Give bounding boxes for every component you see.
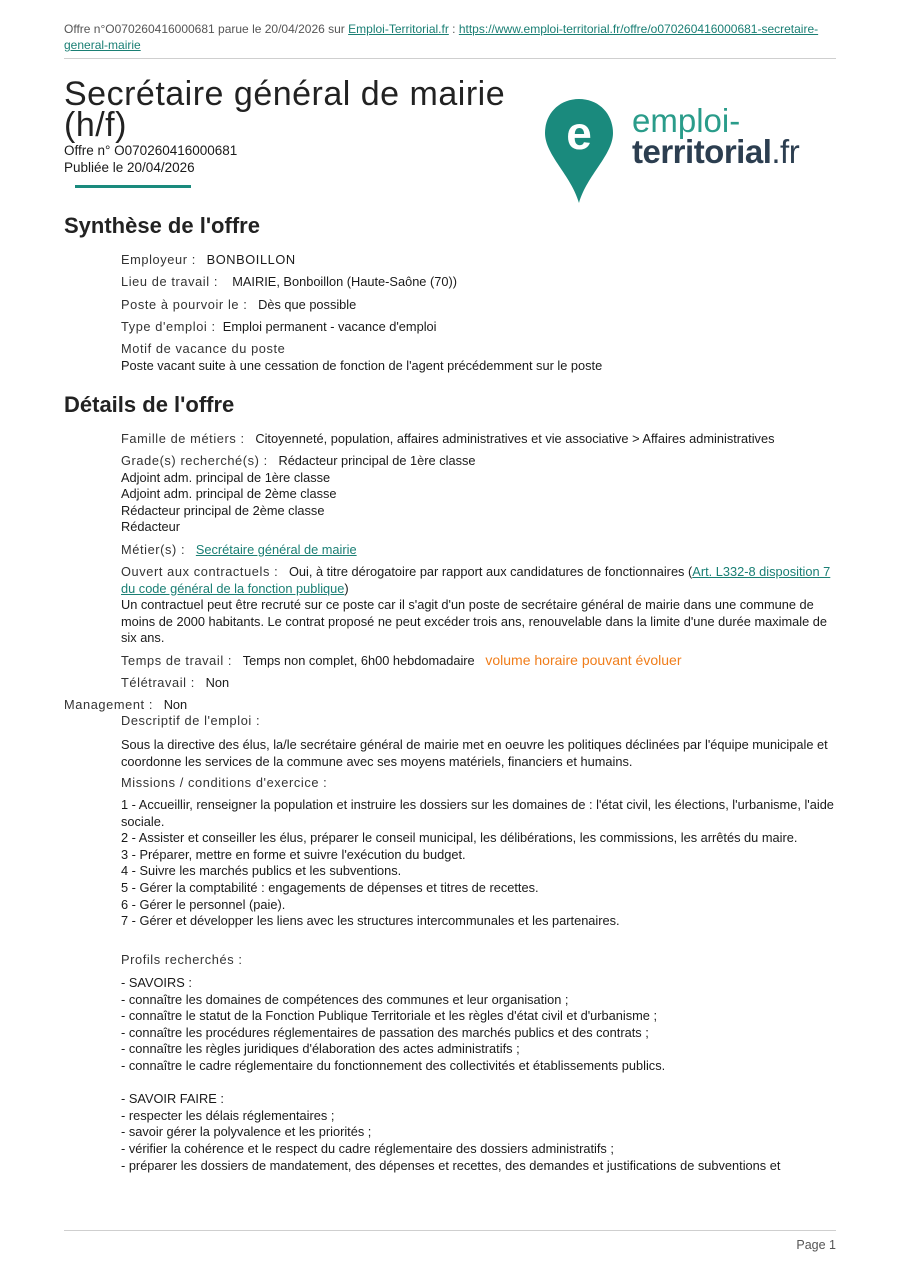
lieu-label: Lieu de travail : — [121, 274, 218, 289]
famille-label: Famille de métiers : — [121, 431, 245, 446]
contractuels-row — [121, 564, 836, 647]
contractuels-label: Ouvert aux contractuels : — [121, 564, 279, 579]
metier-label: Métier(s) : — [121, 542, 186, 557]
poste-value: Dès que possible — [258, 297, 357, 312]
reference-separator: : — [448, 22, 459, 36]
descriptif-label: Descriptif de l'emploi : — [121, 713, 261, 728]
section-heading-synthese: Synthèse de l'offre — [64, 213, 260, 238]
poste-row — [121, 297, 836, 314]
temps-value: Temps non complet, 6h00 hebdomadaire — [242, 653, 475, 668]
lieu-row — [121, 274, 836, 291]
emploi-territorial-logo — [540, 95, 830, 207]
publication-date: Publiée le 20/04/2026 — [64, 160, 195, 175]
logo-suffix: .fr — [771, 133, 800, 170]
famille-row — [121, 431, 836, 448]
motif-row — [121, 341, 836, 374]
legal-article-link[interactable]: Art. L332-8 disposition 7 du code général de la fonction publique — [121, 564, 831, 596]
type-emploi-label: Type d'emploi : — [121, 319, 216, 334]
management-label: Management : — [64, 697, 154, 712]
top-divider — [64, 58, 836, 59]
contractuels-detail: Un contractuel peut être recruté sur ce poste car il s'agit d'un poste de secrétaire général de mairie dans une commune de moins de 2000 habitants. Le contrat proposé ne peut excéder trois ans, renouvelable dans la limite d'une durée maximale de six ans. — [121, 597, 827, 645]
temps-note: volume horaire pouvant évoluer — [485, 652, 682, 668]
contractuels-value: Oui, à titre dérogatoire par rapport aux candidatures de fonctionnaires ( — [288, 564, 693, 579]
contractuels-close: ) — [344, 580, 349, 596]
profils-text: - SAVOIRS : - connaître les domaines de compétences des communes et leur organisation ; - connaître le statut de la Fonction Publique Territoriale et les règles d'état civil et d'urbanisme ; - connaître les procédures réglementaires de passation des marchés publics et des contrats ; - connaître les règles juridiques d'élaboration des actes administratifs ; - connaître le cadre réglementaire du fonctionnement des collectivités et établissements publics. - SAVOIR FAIRE : - respecter les délais réglementaires ; - savoir gérer la polyvalence et les priorités ; - vérifier la cohérence et le respect du cadre réglementaire des dossiers administratifs ; - préparer les dossiers de mandatement, des dépenses et recettes, des demandes et justifications de subventions et — [121, 975, 781, 1173]
section-heading-details: Détails de l'offre — [64, 392, 235, 417]
teletravail-row — [121, 675, 836, 692]
metier-row — [121, 542, 836, 559]
motif-value: Poste vacant suite à une cessation de fonction de l'agent précédemment sur le poste — [121, 357, 603, 373]
missions-text: 1 - Accueillir, renseigner la population et instruire les dossiers sur les domaines de : l'état civil, les élections, l'urbanisme, l'aide sociale. 2 - Assister et conseiller les élus, préparer le conseil municipal, les délibérations, les commissions, les arrêtés du maire. 3 - Préparer, mettre en forme et suivre l'exécution du budget. 4 - Suivre les marchés publics et les subventions. 5 - Gérer la comptabilité : engagements de dépenses et titres de recettes. 6 - Gérer le personnel (paie). 7 - Gérer et développer les liens avec les structures intercommunales et les partenaires. — [121, 797, 834, 929]
motif-label: Motif de vacance du poste — [121, 341, 286, 356]
missions-label: Missions / conditions d'exercice : — [121, 775, 328, 790]
logo-word: territorial — [632, 133, 772, 170]
type-emploi-value: Emploi permanent - vacance d'emploi — [222, 319, 437, 334]
metier-link[interactable]: Secrétaire général de mairie — [195, 542, 357, 557]
reference-prefix: Offre n°O070260416000681 parue le 20/04/2026 sur — [64, 22, 349, 36]
temps-label: Temps de travail : — [121, 653, 233, 668]
page-number: Page 1 — [796, 1238, 836, 1252]
pin-letter: e — [566, 107, 592, 159]
teletravail-label: Télétravail : — [121, 675, 195, 690]
temps-row — [121, 652, 836, 670]
offer-url-link[interactable]: https://www.emploi-territorial.fr/offre/o070260416000681-secretaire-general-mairie — [64, 22, 819, 52]
type-emploi-row — [121, 319, 836, 336]
poste-label: Poste à pourvoir le : — [121, 297, 248, 312]
famille-value: Citoyenneté, population, affaires administratives et vie associative > Affaires administratives — [255, 431, 775, 446]
employeur-label: Employeur : — [121, 252, 196, 267]
offer-number: Offre n° O070260416000681 — [64, 143, 238, 158]
grades-list: Adjoint adm. principal de 1ère classe Adjoint adm. principal de 2ème classe Rédacteur principal de 2ème classe Rédacteur — [121, 469, 337, 534]
management-row — [64, 697, 779, 714]
site-link[interactable]: Emploi-Territorial.fr — [348, 22, 449, 36]
employeur-value: BONBOILLON — [206, 252, 296, 267]
grades-row — [121, 453, 836, 536]
offer-reference-line — [64, 21, 836, 53]
title-accent-bar — [75, 185, 191, 188]
descriptif-text: Sous la directive des élus, la/le secrétaire général de mairie met en oeuvre les politiques déclinées par l'équipe municipale et coordonne les services de la commune avec ses moyens matériels, financiers et humains. — [121, 737, 828, 769]
employeur-row — [121, 252, 836, 269]
logo-text-emploi: emploi- — [632, 102, 741, 139]
profils-label: Profils recherchés : — [121, 952, 243, 967]
bottom-divider — [64, 1230, 836, 1231]
logo-text-territorial — [632, 134, 799, 170]
page-title: Secrétaire général de mairie (h/f) — [64, 75, 506, 144]
missions-label-row — [121, 775, 836, 792]
profils-label-row — [121, 952, 836, 969]
location-pin-icon — [543, 97, 615, 205]
grades-first-value: Rédacteur principal de 1ère classe — [278, 453, 476, 468]
teletravail-value: Non — [205, 675, 230, 690]
management-value: Non — [163, 697, 188, 712]
lieu-value: MAIRIE, Bonboillon (Haute-Saône (70)) — [232, 274, 457, 289]
descriptif-label-row — [121, 713, 836, 730]
grades-label: Grade(s) recherché(s) : — [121, 453, 268, 468]
